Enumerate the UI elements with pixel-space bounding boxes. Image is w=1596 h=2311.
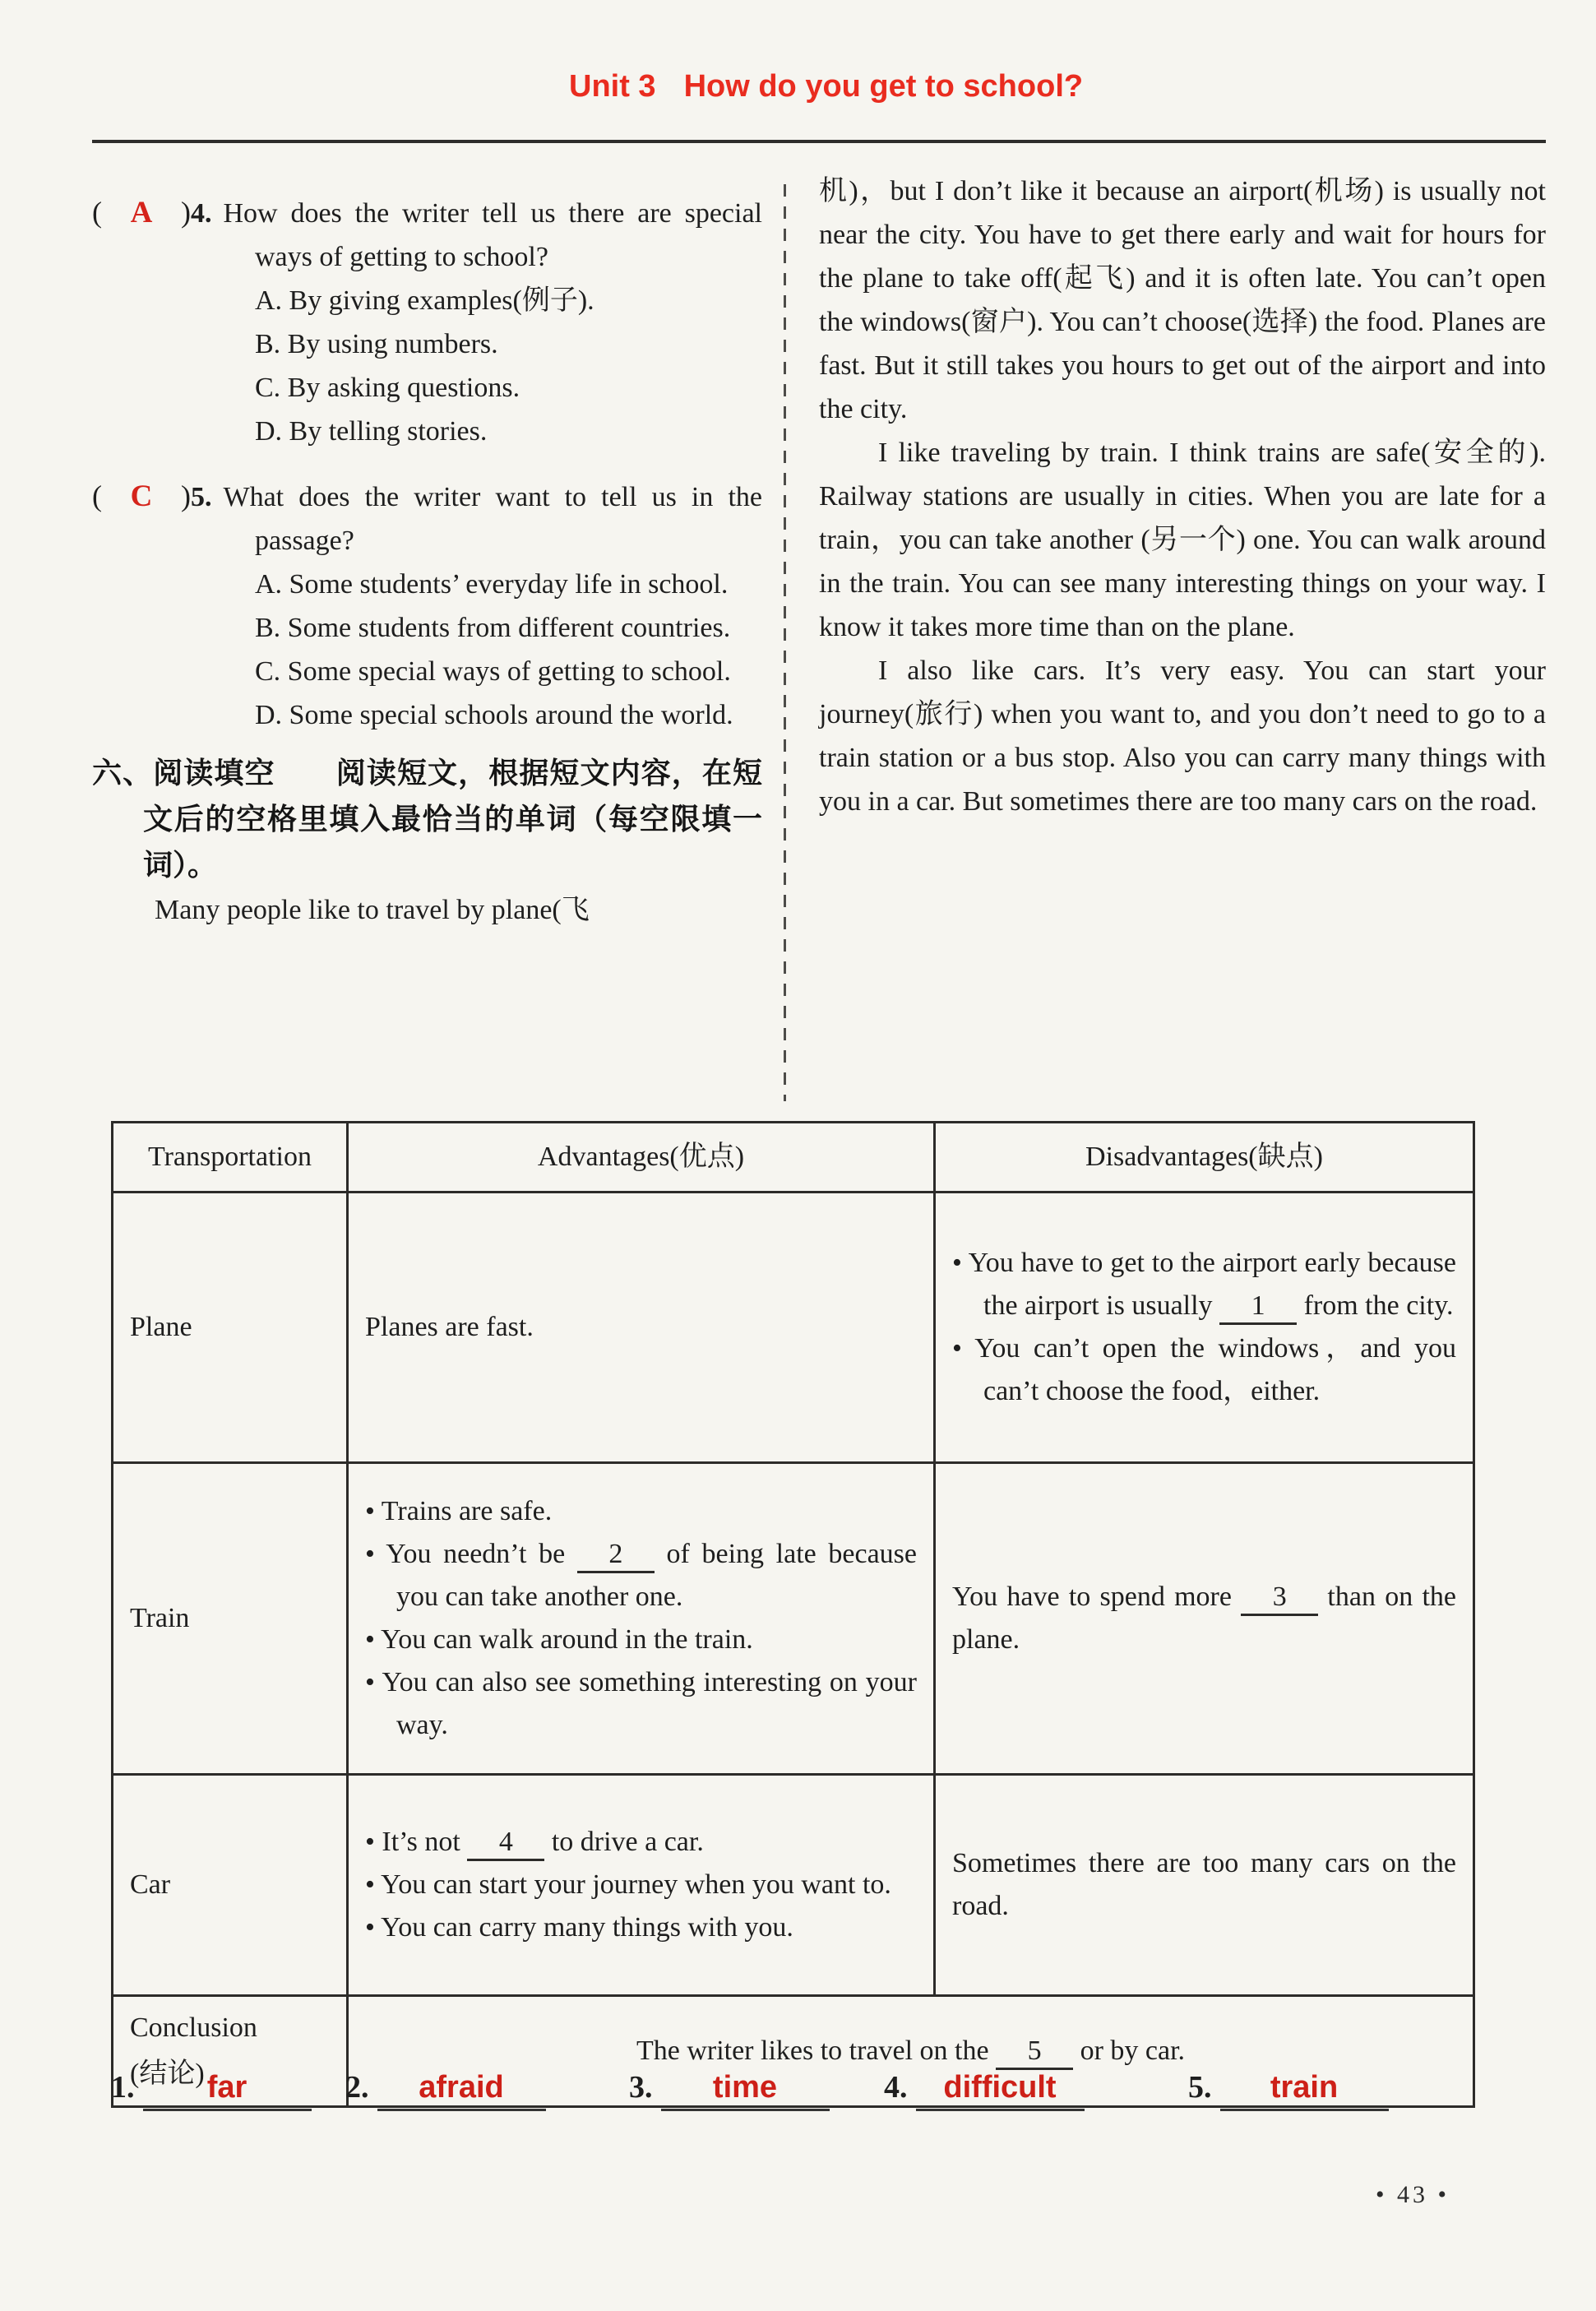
question-5-text: What does the writer want to tell us in the passage? [223,482,762,556]
answer-3 [629,2069,830,2111]
passage-paragraph-3: I also like cars. It’s very easy. You can start your journey(旅行) when you want to, and you don’t need to go to a train station or a bus stop. Also you can carry many things with you in a car. But sometimes there are too many cars on the road. [819,655,1546,817]
answer-2-word: afraid [377,2070,546,2111]
answer-4-word: difficult [916,2070,1085,2111]
question-4-number: 4. [191,198,212,229]
answer-5-word: train [1220,2070,1389,2111]
question-5-number: 5. [191,482,212,512]
answer-5-number: 5. [1188,2070,1212,2105]
answer-4 [884,2069,1085,2111]
column-header-disadvantages: Disadvantages(缺点) [935,1123,1474,1193]
conclusion-label-en: Conclusion [130,2012,257,2043]
section-six-heading: 六、阅读填空 阅读短文，根据短文内容，在短文后的空格里填入最恰当的单词（每空限填一词）。 [92,756,762,882]
plane-disadvantage-item: • You can’t open the windows，and you can’t choose the food，either. [952,1327,1456,1413]
question-5-option-d: D. Some special schools around the world. [255,700,733,730]
question-5-answer: C [130,479,153,513]
answer-paren-open: ( [92,479,102,512]
answer-paren-open: ( [92,196,102,229]
train-advantages [348,1463,935,1775]
question-5 [92,475,762,737]
car-advantage-item: • You can start your journey when you want to. [365,1864,917,1906]
plane-advantages: Planes are fast. [348,1193,935,1463]
answer-3-word: time [661,2070,830,2111]
question-4 [92,191,762,453]
answer-paren-close: ) [181,479,191,512]
question-5-option-a: A. Some students’ everyday life in school. [255,569,729,600]
car-advantage-item: • It’s not 4 to drive a car. [365,1821,917,1864]
header-rule [92,140,1546,143]
question-4-answer: A [130,196,153,229]
car-label: Car [113,1775,348,1996]
answer-2-number: 2. [345,2070,369,2105]
question-4-text: How does the writer tell us there are special ways of getting to school? [223,198,762,272]
fill-blank-3: 3 [1241,1581,1318,1616]
car-advantages [348,1775,935,1996]
conclusion-text: The writer likes to travel on the 5 or by car. [348,1996,1474,2107]
train-advantage-item: • You can also see something interesting on your way. [365,1661,917,1747]
question-4-option-a: A. By giving examples(例子). [255,285,594,316]
question-4-option-b: B. By using numbers. [255,329,498,359]
car-disadvantages: Sometimes there are too many cars on the road. [935,1775,1474,1996]
left-column [92,169,784,1115]
answer-1-number: 1. [111,2070,135,2105]
summary-table [111,1121,1475,2108]
unit-title: How do you get to school? [683,69,1084,104]
plane-disadvantage-item: • You have to get to the airport early because the airport is usually 1 from the city. [952,1242,1456,1327]
train-advantage-item: • You needn’t be 2 of being late because you can take another one. [365,1533,917,1619]
train-advantage-item: • You can walk around in the train. [365,1619,917,1661]
column-header-transportation: Transportation [113,1123,348,1193]
question-4-option-c: C. By asking questions. [255,373,520,403]
passage-paragraph-1: 机)，but I don’t like it because an airport(机场) is usually not near the city. You have to get there early and wait for hours for the plane to take off(起飞) and it is often late. You can’t open the windows(窗户). You can’t choose(选择) the food. Planes are fast. But it still takes you hours to get out of the airport and into the city. [819,176,1546,424]
reading-section [92,169,1546,1115]
conclusion-label-cn: (结论) [130,2059,205,2089]
table-header-row [113,1123,1474,1193]
question-5-option-c: C. Some special ways of getting to school. [255,656,731,687]
answer-1 [111,2069,312,2111]
answer-paren-close: ) [181,196,191,229]
question-5-stem-line [92,475,762,563]
train-label: Train [113,1463,348,1775]
answer-2 [345,2069,546,2111]
unit-label: Unit 3 [569,69,656,104]
answer-3-number: 3. [629,2070,653,2105]
table-row-car [113,1775,1474,1996]
plane-disadvantages [935,1193,1474,1463]
plane-label: Plane [113,1193,348,1463]
answer-1-word: far [143,2070,312,2111]
table-row-train [113,1463,1474,1775]
train-disadvantages: You have to spend more 3 than on the plane. [935,1463,1474,1775]
fill-blank-4: 4 [467,1826,544,1861]
question-4-stem-line [92,191,762,279]
answer-key-row [111,2069,1509,2151]
car-advantage-item: • You can carry many things with you. [365,1906,917,1949]
passage-paragraph-2: I like traveling by train. I think trains are safe(安全的). Railway stations are usually in cities. When you are late for a train，you can take another (另一个) one. You can walk around in the train. You can see many interesting things on your way. I know it takes more time than on the plane. [819,438,1546,642]
right-column [786,169,1546,1115]
column-header-advantages: Advantages(优点) [348,1123,935,1193]
question-5-option-b: B. Some students from different countries. [255,613,731,643]
passage-opening-line: Many people like to travel by plane(飞 [155,895,590,925]
page-number: • 43 • [1375,2181,1450,2208]
fill-blank-5: 5 [996,2035,1073,2070]
answer-4-number: 4. [884,2070,908,2105]
fill-blank-1: 1 [1219,1290,1297,1325]
fill-blank-2: 2 [577,1538,655,1573]
question-4-option-d: D. By telling stories. [255,416,488,447]
train-advantage-item: • Trains are safe. [365,1490,917,1533]
table-row-plane [113,1193,1474,1463]
answer-5 [1188,2069,1389,2111]
page-header [569,69,1083,104]
